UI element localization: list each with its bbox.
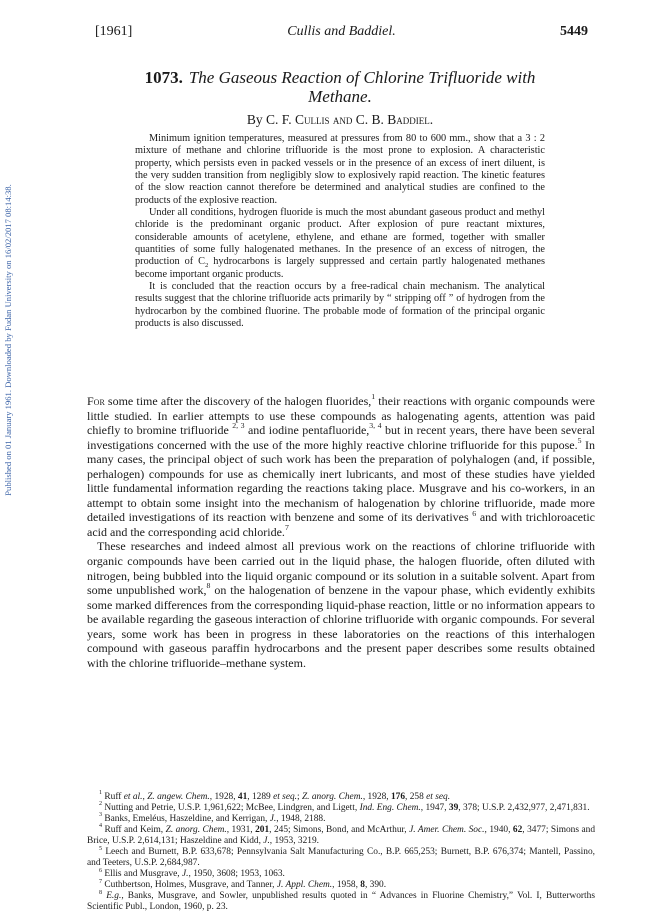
body-text: but in recent years, there have been several investigations concerned with the use of the more highly reactive chlorine trifluoride for this pupose. <box>87 423 596 452</box>
reference-text: Banks, Emeléus, Haszeldine, and Kerrigan, <box>102 814 270 825</box>
reference-text: J. <box>263 836 270 847</box>
reference-text: Leech and Burnett, B.P. 633,678; Pennsylvania Salt Manufacturing Co., B.P. 665,253; Burnett, B.P. 676,374; Mantell, Passino, and Teeters, U.S.P. 2,684,987. <box>87 847 595 869</box>
body-text: their reactions with organic compounds were little studied. In earlier attempts to use these compounds as halogenating agents, attention was paid chiefly to bromine trifluoride <box>87 394 596 438</box>
body-text: and iodine pentafluoride, <box>244 423 370 438</box>
abstract-paragraph <box>135 207 545 281</box>
reference-item <box>87 792 595 803</box>
abstract-text: hydrocarbons is largely suppressed and certain partly halogenated methanes become important organic products. <box>135 256 545 280</box>
reference-text: , 390. <box>364 880 387 891</box>
abstract-paragraph: Minimum ignition temperatures, measured at pressures from 80 to 600 mm., show that a 3 : 2 mixture of methane and chlorine trifluoride is the most prone to explosion. A characteristic property, which persists even in packed vessels or in the presence of an excess of inert diluent, is the very sudden transition from negligibly slow to explosively rapid reaction. The kinetic features of the slow reaction cannot therefore be determined and analytical studies are confined to the products of the explosive reaction. <box>135 133 545 206</box>
reference-text: Ruff <box>102 792 124 802</box>
reference-text: J. Amer. Chem. Soc. <box>409 825 485 836</box>
reference-text: et al. <box>123 792 143 802</box>
reference-text: , 1947, <box>420 803 449 814</box>
abstract-paragraph: It is concluded that the reaction occurs by a free-radical chain mechanism. The analytical results suggest that the chlorine trifluoride acts primarily by “ stripping off ” of hydrogen from the hydrocarbon by the combined fluorine. The probable mode of formation of the principal organic products is also discussed. <box>135 281 545 330</box>
reference-number: 2 <box>99 801 103 808</box>
reference-text: , 1958, <box>332 880 361 891</box>
reference-item <box>87 891 595 913</box>
citation-marker: 3, 4 <box>369 421 382 431</box>
reference-text: , 3477; Simons and Brice, U.S.P. 2,614,131; Haszeldine and Kidd, <box>87 825 596 847</box>
reference-text: 201 <box>255 825 270 836</box>
reference-text: J. <box>181 869 189 880</box>
reference-item <box>87 825 595 847</box>
reference-text: Ind. Eng. Chem. <box>359 803 421 814</box>
reference-item <box>87 880 595 891</box>
reference-text: , 1940, <box>484 825 513 836</box>
reference-text: Ellis and Musgrave, <box>102 869 182 880</box>
reference-text: , 1928, <box>362 792 391 802</box>
citation-marker: 5 <box>577 435 582 445</box>
article-title <box>130 68 550 106</box>
reference-text: Z. anorg. Chem. <box>301 792 363 802</box>
body-paragraph <box>87 394 595 539</box>
header-year: [1961] <box>95 24 133 39</box>
citation-marker: 8 <box>206 581 211 591</box>
reference-text: Z. angew. Chem. <box>147 792 210 802</box>
reference-text: Nutting and Petrie, U.S.P. 1,961,622; McBee, Lindgren, and Ligett, <box>102 803 360 814</box>
reference-text: , 1950, 3608; 1953, 1063. <box>188 869 285 880</box>
reference-number: 7 <box>99 878 103 885</box>
article-title-text: The Gaseous Reaction of Chlorine Trifluoride with Methane. <box>188 68 536 106</box>
abstract-text: Under all conditions, hydrogen fluoride is much the most abundant gaseous product and methyl chloride is the predominant organic product. After explosion of pure reactant mixtures, considerable amounts of acetylene, ethylene, and ethane are formed, together with smaller quantities of some fully halogenated methanes. In the presence of an excess of nitrogen, the production of C <box>135 207 545 268</box>
reference-text: , 378; U.S.P. 2,432,977, 2,471,831. <box>458 803 590 814</box>
reference-text: 39 <box>448 803 459 814</box>
body-text: These researches and indeed almost all previous work on the reactions of chlorine trifluoride with organic compounds have been carried out in the liquid phase, the halogen fluoride, often diluted with nitrogen, being bubbled into the liquid organic compound or its solution in a suitable solvent. Apart from some unpublished work, <box>87 539 595 598</box>
lead-word: For <box>87 394 105 408</box>
reference-number: 8 <box>99 889 103 896</box>
reference-text: , <box>142 792 148 802</box>
reference-number: 4 <box>99 823 103 830</box>
article-number: 1073. <box>144 68 183 87</box>
reference-text: , 1928, <box>209 792 238 802</box>
reference-number: 6 <box>99 867 103 874</box>
reference-number: 1 <box>99 790 103 797</box>
citation-marker: 1 <box>371 392 376 402</box>
header-running-title: Cullis and Baddiel. <box>287 24 396 39</box>
reference-text: J. <box>269 814 277 825</box>
reference-item <box>87 814 595 825</box>
download-watermark-text: Published on 01 January 1961. Downloaded by Fudan University on 16/02/2017 08:14:38. <box>3 184 13 496</box>
reference-text: , 1948, 2188. <box>276 814 326 825</box>
reference-text: et seq. <box>273 792 298 802</box>
reference-text: J. Appl. Chem. <box>276 880 333 891</box>
footnote-references <box>87 792 595 914</box>
reference-item <box>87 869 595 880</box>
subscript: 2 <box>204 262 209 270</box>
reference-text: ; <box>297 792 302 802</box>
reference-item <box>87 847 595 869</box>
reference-text: 62 <box>512 825 523 836</box>
citation-marker: 7 <box>284 523 289 533</box>
running-header <box>95 24 588 44</box>
reference-text: , 1931, <box>226 825 256 836</box>
reference-number: 5 <box>99 845 103 852</box>
header-page-number: 5449 <box>560 24 588 39</box>
reference-text: Z. anorg. Chem. <box>165 825 227 836</box>
reference-text: Cuthbertson, Holmes, Musgrave, and Tanner, <box>102 880 277 891</box>
body-text: on the halogenation of benzene in the vapour phase, which evidently exhibits some marked differences from the corresponding liquid-phase reaction, little or no information appears to be available regarding the gaseous interaction of chlorine trifluoride with organic compounds. For several years, some work has been in progress in these laboratories on the reactions of this interhalogen compound with gaseous paraffin hydrocarbons and the present paper describes some results obtained with the chlorine trifluoride–methane system. <box>87 583 596 670</box>
citation-marker: 2, 3 <box>232 421 245 431</box>
author-line <box>130 112 550 128</box>
reference-item <box>87 803 595 814</box>
reference-text: , 245; Simons, Bond, and McArthur, <box>269 825 410 836</box>
reference-text: , Banks, Musgrave, and Sowler, unpublished results quoted in “ Advances in Fluorine Chemistry,” Vol. I, Butterworths Scientific Publ., London, 1960, p. 23. <box>87 891 595 913</box>
citation-marker: 6 <box>472 508 477 518</box>
body-text: some time after the discovery of the halogen fluorides, <box>104 394 372 408</box>
author-by: By <box>246 112 263 127</box>
reference-text: , 1953, 3219. <box>269 836 320 847</box>
author-names: C. F. Cullis and C. B. Baddiel. <box>266 112 434 127</box>
reference-text: 8 <box>360 880 365 891</box>
abstract <box>135 133 545 331</box>
reference-text: et seq. <box>426 792 451 802</box>
reference-text: , 258 <box>405 792 427 802</box>
article-body <box>87 394 595 670</box>
download-watermark <box>2 150 14 530</box>
body-text: In many cases, the principal object of such work has been the preparation of polyhalogen (and, if possible, perhalogen) compounds for use as chemically inert lubricants, and most of these studies have yielded little fundamental information regarding the reactions taking place. Musgrave and his co-workers, in an attempt to obtain some insight into the mechanism of halogenation by chlorine trifluoride, made more detailed investigations of its reaction with benzene and some of its derivatives <box>87 437 596 525</box>
reference-text: , 1289 <box>247 792 274 802</box>
reference-text: Ruff and Keim, <box>102 825 166 836</box>
reference-text: 176 <box>390 792 406 802</box>
reference-text: E.g. <box>106 891 122 902</box>
reference-number: 3 <box>99 812 103 819</box>
body-text: and with trichloroacetic acid and the corresponding acid chloride. <box>87 510 596 539</box>
reference-text: 41 <box>237 792 248 802</box>
body-paragraph <box>87 539 595 670</box>
